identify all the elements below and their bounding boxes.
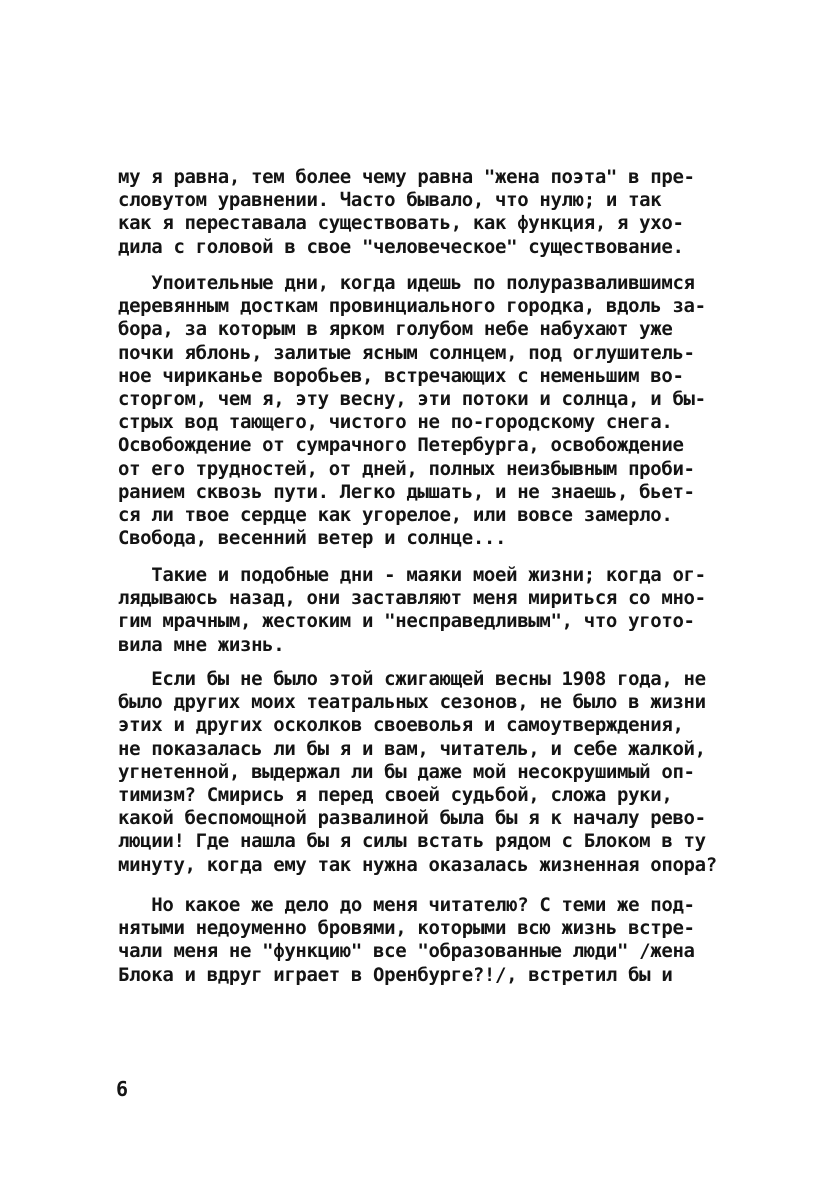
text-line: ся ли твое сердце как угорелое, или вовсе замерло. <box>118 504 673 527</box>
text-line: дила с головой в свое "человеческое" существование. <box>118 235 684 258</box>
text-line: му я равна, тем более чему равна "жена поэта" в пре- <box>118 166 695 188</box>
text-line: было других моих театральных сезонов, не было в жизни <box>118 691 706 714</box>
text-line: тимизм? Смирись я перед своей судьбой, сложа руки, <box>118 784 673 807</box>
page-number: 6 <box>116 1077 129 1101</box>
text-line: угнетенной, выдержал ли бы даже мой несокрушимый оп- <box>118 760 695 783</box>
text-line: какой беспомощной развалиной была бы я к началу рево- <box>118 807 706 830</box>
paragraph-2 <box>118 272 738 550</box>
paragraph-1 <box>118 166 738 259</box>
text-line: Освобождение от сумрачного Петербурга, освобождение <box>118 434 684 457</box>
text-line: словутом уравнении. Часто бывало, что нулю; и так <box>118 189 662 212</box>
text-line: вила мне жизнь. <box>118 633 285 656</box>
text-line: ное чириканье воробьев, встречающих с неменьшим во- <box>118 364 684 387</box>
text-line: Упоительные дни, когда идешь по полуразвалившимся <box>118 272 695 294</box>
text-line: люции! Где нашла бы я силы встать рядом с Блоком в ту <box>118 830 706 853</box>
text-line: деревянным досткам провинциального городка, вдоль за- <box>118 295 706 318</box>
text-line: нятыми недоуменно бровями, которыми всю жизнь встре- <box>118 917 695 940</box>
text-line: бора, за которым в ярком голубом небе набухают уже <box>118 318 673 341</box>
text-line: Если бы не было этой сжигающей весны 1908 года, не <box>118 668 706 690</box>
text-line: как я переставала существовать, как функция, я ухо- <box>118 212 684 235</box>
text-line: Такие и подобные дни - маяки моей жизни; когда ог- <box>118 564 706 586</box>
text-line: от его трудностей, от дней, полных неизбывным проби- <box>118 457 695 480</box>
text-line: стрых вод тающего, чистого не по-городскому снега. <box>118 411 673 434</box>
text-line: Но какое же дело до меня читателю? С теми же под- <box>118 894 695 916</box>
paragraph-5 <box>118 894 738 987</box>
paragraph-3 <box>118 564 738 657</box>
text-line: Свобода, весенний ветер и солнце... <box>118 527 507 550</box>
paragraph-4 <box>118 668 738 877</box>
text-line: чали меня не "функцию" все "образованные люди" /жена <box>118 940 695 963</box>
text-line: сторгом, чем я, эту весну, эти потоки и солнца, и бы- <box>118 388 706 411</box>
text-line: лядываюсь назад, они заставляют меня мириться со мно- <box>118 587 706 610</box>
text-line: Блока и вдруг играет в Оренбурге?!/, встретил бы и <box>118 963 673 986</box>
text-line: ранием сквозь пути. Легко дышать, и не знаешь, бьет- <box>118 480 695 503</box>
text-line: почки яблонь, залитые ясным солнцем, под оглушитель- <box>118 341 695 364</box>
text-line: не показалась ли бы я и вам, читатель, и себе жалкой, <box>118 737 706 760</box>
text-line: этих и других осколков своеволья и самоутверждения, <box>118 714 684 737</box>
text-line: гим мрачным, жестоким и "несправедливым", что угото- <box>118 610 695 633</box>
text-line: минуту, когда ему так нужна оказалась жизненная опора? <box>118 853 717 876</box>
